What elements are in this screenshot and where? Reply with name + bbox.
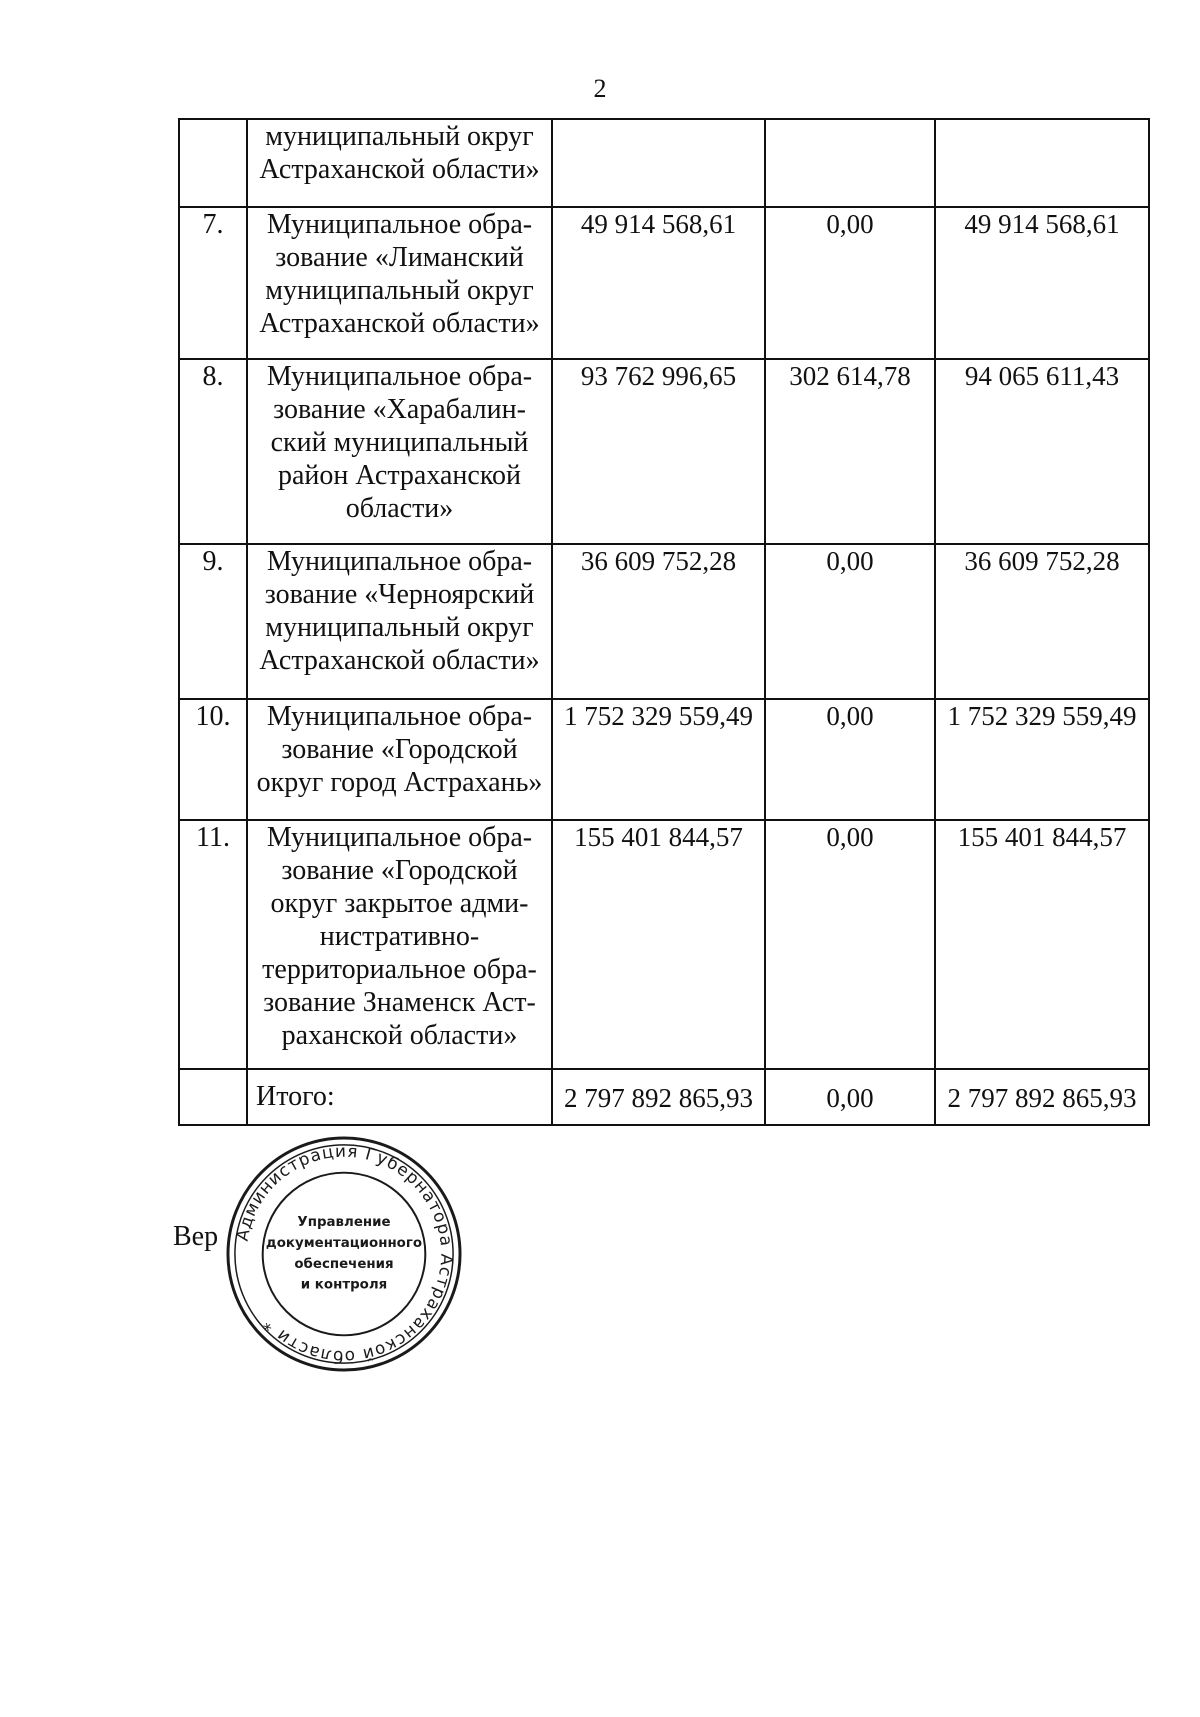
page-number: 2 — [593, 74, 607, 103]
amount-col2: 0,00 — [765, 820, 935, 1069]
seal-outer-text: Администрация Губернатора Астраханской области * — [231, 1140, 458, 1368]
table-row — [179, 820, 1149, 1069]
amount-col1: 155 401 844,57 — [552, 820, 765, 1069]
row-number-empty — [179, 1069, 247, 1125]
amount-col1: 49 914 568,61 — [552, 207, 765, 359]
seal-inner-line: Управление — [297, 1215, 391, 1231]
municipality-name: Муниципальное обра-зование «Лиманский муниципальный округ Астраханской области» — [247, 207, 552, 359]
amount-col2: 302 614,78 — [765, 359, 935, 544]
amount-col3 — [935, 119, 1149, 207]
table-row — [179, 544, 1149, 699]
amount-col2: 0,00 — [765, 207, 935, 359]
amount-col3: 94 065 611,43 — [935, 359, 1149, 544]
amount-col2: 0,00 — [765, 544, 935, 699]
official-seal-stamp — [225, 1135, 463, 1373]
row-number: 11. — [179, 820, 247, 1069]
municipality-name: Муниципальное обра-зование «Городской округ закрытое адми-нистративно-территориальное обра-зование Знаменск Аст-раханской области» — [247, 820, 552, 1069]
row-number: 8. — [179, 359, 247, 544]
total-row — [179, 1069, 1149, 1125]
allocation-table — [178, 118, 1150, 1126]
table-row — [179, 207, 1149, 359]
amount-col3: 49 914 568,61 — [935, 207, 1149, 359]
amount-col1: 36 609 752,28 — [552, 544, 765, 699]
total-col1: 2 797 892 865,93 — [552, 1069, 765, 1125]
total-label: Итого: — [247, 1069, 552, 1125]
amount-col2 — [765, 119, 935, 207]
row-number: 10. — [179, 699, 247, 820]
amount-col1: 1 752 329 559,49 — [552, 699, 765, 820]
municipality-name: муниципальный округ Астраханской области» — [247, 119, 552, 207]
seal-inner-line: документационного — [265, 1236, 423, 1252]
amount-col2: 0,00 — [765, 699, 935, 820]
table-row — [179, 699, 1149, 820]
seal-inner-line: обеспечения — [294, 1256, 394, 1272]
amount-col3: 1 752 329 559,49 — [935, 699, 1149, 820]
municipality-name: Муниципальное обра-зование «Харабалин-ский муниципальный район Астраханской области» — [247, 359, 552, 544]
verno-note: Вер — [173, 1221, 219, 1252]
row-number: 9. — [179, 544, 247, 699]
amount-col1: 93 762 996,65 — [552, 359, 765, 544]
seal-inner-line: и контроля — [300, 1277, 388, 1293]
municipality-name: Муниципальное обра-зование «Городской округ город Астрахань» — [247, 699, 552, 820]
amount-col3: 155 401 844,57 — [935, 820, 1149, 1069]
row-number — [179, 119, 247, 207]
total-col2: 0,00 — [765, 1069, 935, 1125]
table-row — [179, 359, 1149, 544]
amount-col3: 36 609 752,28 — [935, 544, 1149, 699]
total-col3: 2 797 892 865,93 — [935, 1069, 1149, 1125]
amount-col1 — [552, 119, 765, 207]
table-row — [179, 119, 1149, 207]
municipality-name: Муниципальное обра-зование «Черноярский муниципальный округ Астраханской области» — [247, 544, 552, 699]
row-number: 7. — [179, 207, 247, 359]
